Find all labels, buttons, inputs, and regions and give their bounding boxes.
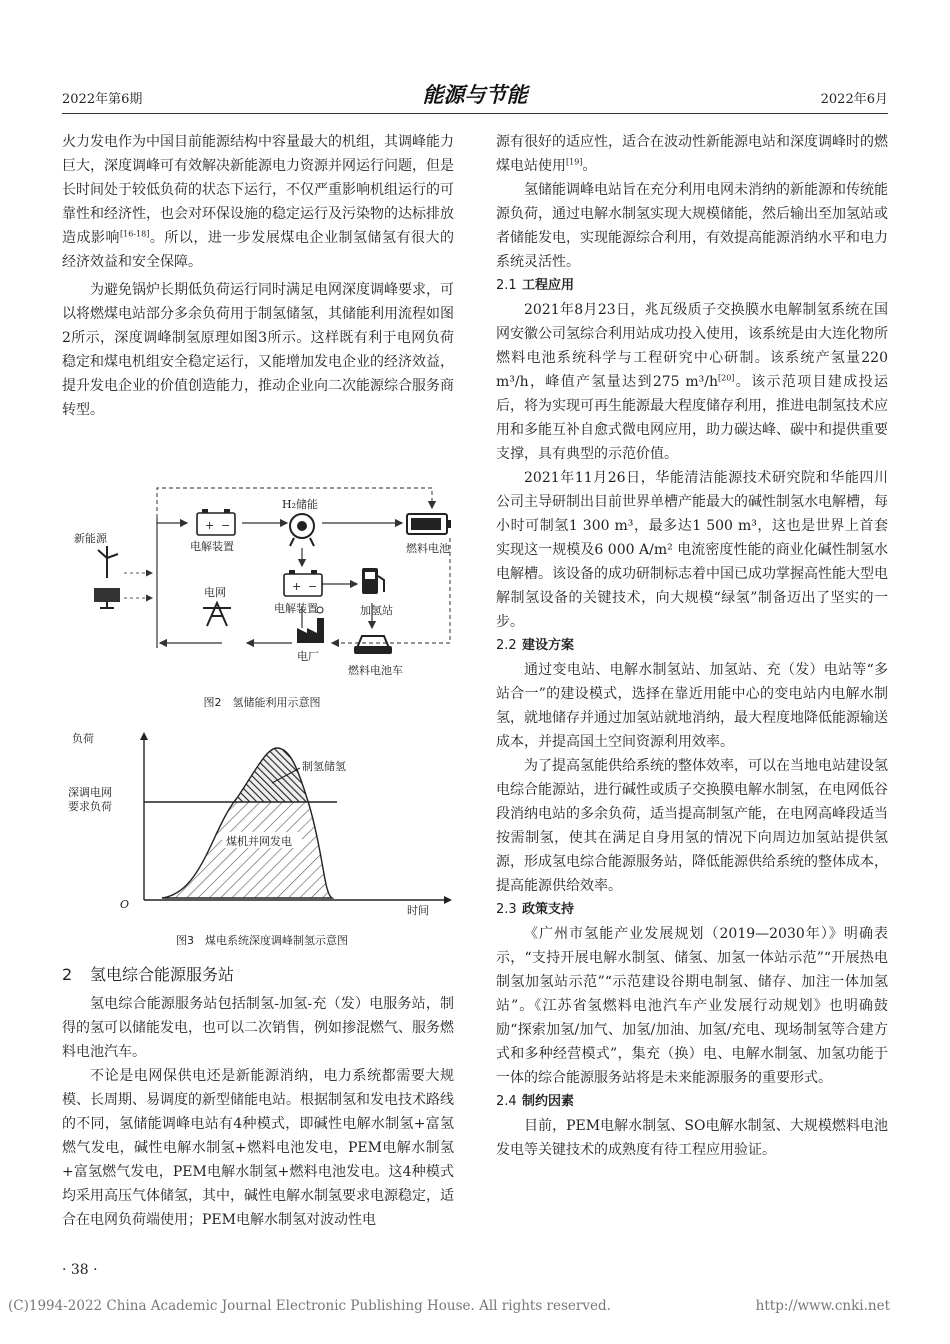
electrolyzer-icon: [197, 509, 235, 535]
figure-2-diagram: [62, 478, 462, 688]
citation: [19]: [566, 157, 583, 167]
paragraph: 氢储能调峰电站旨在充分利用电网未消纳的新能源和传统能源负荷，通过电解水制氢实现大规模储能，然后输出至加氢站或者储能发电，实现能源综合利用，有效提高能源消纳水平和电力系统灵活性。: [496, 182, 888, 270]
label-new-energy: 新能源: [74, 532, 107, 545]
label-fuel-cell: 燃料电池: [406, 542, 450, 555]
section-2-3-heading: 2.3 政策支持: [496, 902, 575, 917]
header-rule: [62, 113, 888, 114]
journal-logo-text: 能源与节能: [422, 82, 528, 107]
paragraph: 火力发电作为中国目前能源结构中容量最大的机组，其调峰能力巨大，深度调峰可有效解决新能源电力资源并网运行问题，但是长时间处于较低负荷的状态下运行，不仅严重影响机组运行的可靠性和经济性，也会对环保设施的稳定运行及污染物的达标排放造成影响[16-18]。所以，进一步发展煤电企业制氢储氢有很大的经济效益和安全保障。: [62, 134, 454, 270]
footer-url[interactable]: http://www.cnki.net: [755, 1298, 890, 1314]
required-load-label-1: 深调电网: [68, 786, 112, 799]
paragraph: 氢电综合能源服务站包括制氢-加氢-充（发）电服务站，制得的氢可以储能发电，也可以二次销售，例如掺混燃气、服务燃料电池汽车。: [62, 996, 454, 1060]
label-grid: 电网: [204, 586, 226, 599]
solar-panel-icon: [94, 588, 120, 608]
figure-2-caption: 图2 氢储能利用示意图: [203, 696, 321, 709]
label-h2-storage: H₂储能: [282, 498, 319, 511]
label-power-plant: 电厂: [297, 650, 319, 663]
required-load-label-2: 要求负荷: [68, 800, 112, 813]
x-axis-label: 时间: [407, 904, 429, 917]
car-icon: [354, 636, 392, 654]
right-column: [496, 130, 888, 1162]
section-2-4-heading: 2.4 制约因素: [496, 1094, 575, 1109]
paragraph: 2021年11月26日，华能清洁能源技术研究院和华能四川公司主导研制出目前世界单槽产能最大的碱性制氢水电解槽，每小时可制氢1 300 m³，最多达1 500 m³，这也是世界上首套实现这一规模及6 000 A/m² 电流密度性能的商业化碱性制氢水电解槽。该设备的成功研制标志着中国已成功掌握高性能大型电解制氢设备的关键技术，向大规模“绿氢”制备迈出了坚实的一步。: [496, 470, 888, 630]
label-h2-station: 加氢站: [360, 604, 393, 617]
area-top-label: 制氢储氢: [302, 760, 346, 773]
header-date: 2022年6月: [820, 92, 888, 107]
x-axis-arrow: [444, 896, 452, 904]
paragraph: 为避免锅炉长期低负荷运行同时满足电网深度调峰要求，可以将燃煤电站部分多余负荷用于制氢储氢，其储能利用流程如图2所示，深度调峰制氢原理如图3所示。这样既有利于电网负荷稳定和煤电机组安全稳定运行，又能增加发电企业的经济效益，提升发电企业的价值创造能力，推动企业向二次能源综合服务商转型。: [62, 282, 454, 418]
svg-text:−: −: [221, 519, 231, 532]
left-column-lower: [62, 956, 454, 1232]
page-number: · 38 ·: [62, 1262, 98, 1278]
figure-3-chart: [62, 728, 462, 918]
paragraph: 2021年8月23日，兆瓦级质子交换膜水电解制氢系统在国网安徽公司氢综合利用站成功投入使用，该系统是由大连化物所燃料电池系统科学与工程研究中心研制。该系统产氢量220 m³/h，峰值产氢量达到275 m³/h[20]。该示范项目建成投运后，将为实现可再生能源最大程度储存利用，推进电制氢技术应用和多能互补自愈式微电网应用，助力碳达峰、碳中和提供重要支撑，具有典型的示范价值。: [496, 302, 888, 462]
paragraph: 目前，PEM电解水制氢、SO电解水制氢、大规模燃料电池发电等关键技术的成熟度有待工程应用验证。: [496, 1118, 888, 1158]
paragraph: 源有很好的适应性，适合在波动性新能源电站和深度调峰时的燃煤电站使用[19]。: [496, 134, 888, 174]
section-2-heading: 2 氢电综合能源服务站: [62, 965, 235, 984]
label-electrolyzer-mid: 电解装置: [274, 602, 318, 615]
section-2-1-heading: 2.1 工程应用: [496, 278, 575, 293]
paragraph: 为了提高氢能供给系统的整体效率，可以在当地电站建设氢电综合能源站，进行碱性或质子交换膜电解水制氢，在电网低谷段消纳电站的多余负荷，适当提高制氢产能，在电网高峰段适当按需制氢，使其在满足自身用氢的情况下向周边加氢站提供氢源，形成氢电综合能源服务站，降低能源供给系统的整体成本，提高能源供给效率。: [496, 758, 888, 894]
left-column: [62, 130, 454, 422]
svg-text:+: +: [205, 519, 215, 532]
h2-tank-icon: [290, 514, 314, 546]
paragraph: 通过变电站、电解水制氢站、加氢站、充（发）电站等“多站合一”的建设模式，选择在靠近用能中心的变电站内电解水制氢，就地储存并通过加氢站就地消纳，最大程度地降低能源输送成本，并提高国土空间资源利用效率。: [496, 662, 888, 750]
svg-text:+: +: [292, 580, 302, 593]
journal-logo: [415, 80, 535, 110]
svg-text:−: −: [308, 580, 318, 593]
y-axis-label: 负荷: [72, 732, 94, 745]
paragraph: 《广州市氢能产业发展规划（2019—2030年）》明确表示，“支持开展电解水制氢、储氢、加氢一体站示范”“开展热电制氢加氢站示范”“示范建设谷期电制氢、储存、加注一体加氢站”。《江苏省氢燃料电池汽车产业发展行动规划》也明确鼓励“探索加氢/加气、加氢/加油、加氢/充电、现场制氢等合建方式和多种经营模式”，集充（换）电、电解水制氢、加氢功能于一体的综合能源服务站将是未来能源服务的重要形式。: [496, 926, 888, 1086]
header-issue: 2022年第6期: [62, 92, 143, 107]
area-bottom-label: 煤机并网发电: [226, 835, 292, 848]
section-2-2-heading: 2.2 建设方案: [496, 638, 575, 653]
wind-turbine-icon: [98, 546, 118, 578]
citation: [20]: [718, 373, 735, 383]
label-electrolyzer-top: 电解装置: [190, 540, 234, 553]
power-tower-icon: [203, 603, 231, 626]
origin-label: O: [120, 898, 130, 911]
battery-icon: [407, 514, 451, 534]
footer-copyright: (C)1994-2022 China Academic Journal Electronic Publishing House. All rights reserved.: [8, 1298, 611, 1314]
label-fc-vehicle: 燃料电池车: [348, 664, 403, 677]
figure-3-caption: 图3 煤电系统深度调峰制氢示意图: [176, 934, 348, 947]
paragraph: 不论是电网保供电还是新能源消纳，电力系统都需要大规模、长周期、易调度的新型储能电站。根据制氢和发电技术路线的不同，氢储能调峰电站有4种模式，即碱性电解水制氢+富氢燃气发电，碱性电解水制氢+燃料电池发电，PEM电解水制氢+富氢燃气发电，PEM电解水制氢+燃料电池发电。这4种模式均采用高压气体储氢，其中，碱性电解水制氢要求电源稳定，适合在电网负荷端使用；PEM电解水制氢对波动性电: [62, 1068, 454, 1228]
y-axis-arrow: [140, 732, 148, 740]
fuel-pump-icon: [362, 568, 384, 594]
electrolyzer-mid-icon: [284, 570, 322, 596]
citation: [16-18]: [120, 229, 150, 239]
